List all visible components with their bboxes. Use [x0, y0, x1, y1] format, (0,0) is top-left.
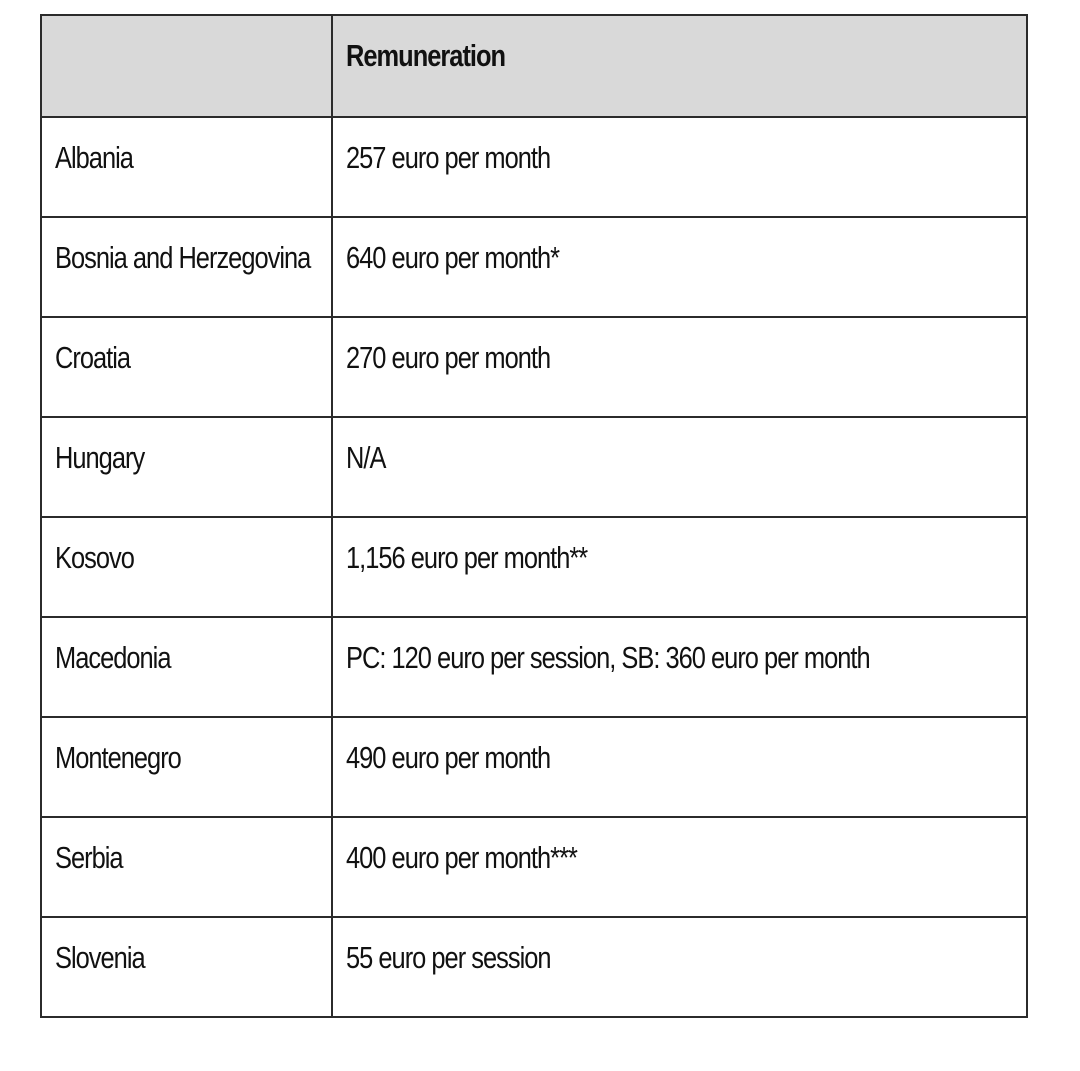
remuneration-table [40, 14, 1028, 1018]
country-cell: Bosnia and Herzegovina [41, 217, 332, 317]
remuneration-cell: 270 euro per month [332, 317, 1027, 417]
remuneration-cell: 257 euro per month [332, 117, 1027, 217]
remuneration-cell: N/A [332, 417, 1027, 517]
remuneration-cell: 400 euro per month*** [332, 817, 1027, 917]
table-row [41, 217, 1027, 317]
country-cell: Macedonia [41, 617, 332, 717]
country-cell: Kosovo [41, 517, 332, 617]
country-cell: Montenegro [41, 717, 332, 817]
remuneration-cell: 490 euro per month [332, 717, 1027, 817]
table-row [41, 417, 1027, 517]
table-row [41, 517, 1027, 617]
header-remuneration: Remuneration [332, 15, 1027, 117]
country-cell: Croatia [41, 317, 332, 417]
country-cell: Hungary [41, 417, 332, 517]
remuneration-table-container [40, 14, 1026, 1018]
table-row [41, 717, 1027, 817]
table-row [41, 917, 1027, 1017]
remuneration-cell: 55 euro per session [332, 917, 1027, 1017]
header-country [41, 15, 332, 117]
country-cell: Serbia [41, 817, 332, 917]
table-row [41, 317, 1027, 417]
country-cell: Slovenia [41, 917, 332, 1017]
table-row [41, 117, 1027, 217]
table-row [41, 617, 1027, 717]
remuneration-cell: PC: 120 euro per session, SB: 360 euro per month [332, 617, 1027, 717]
remuneration-cell: 1,156 euro per month** [332, 517, 1027, 617]
table-header-row [41, 15, 1027, 117]
table-row [41, 817, 1027, 917]
remuneration-cell: 640 euro per month* [332, 217, 1027, 317]
country-cell: Albania [41, 117, 332, 217]
